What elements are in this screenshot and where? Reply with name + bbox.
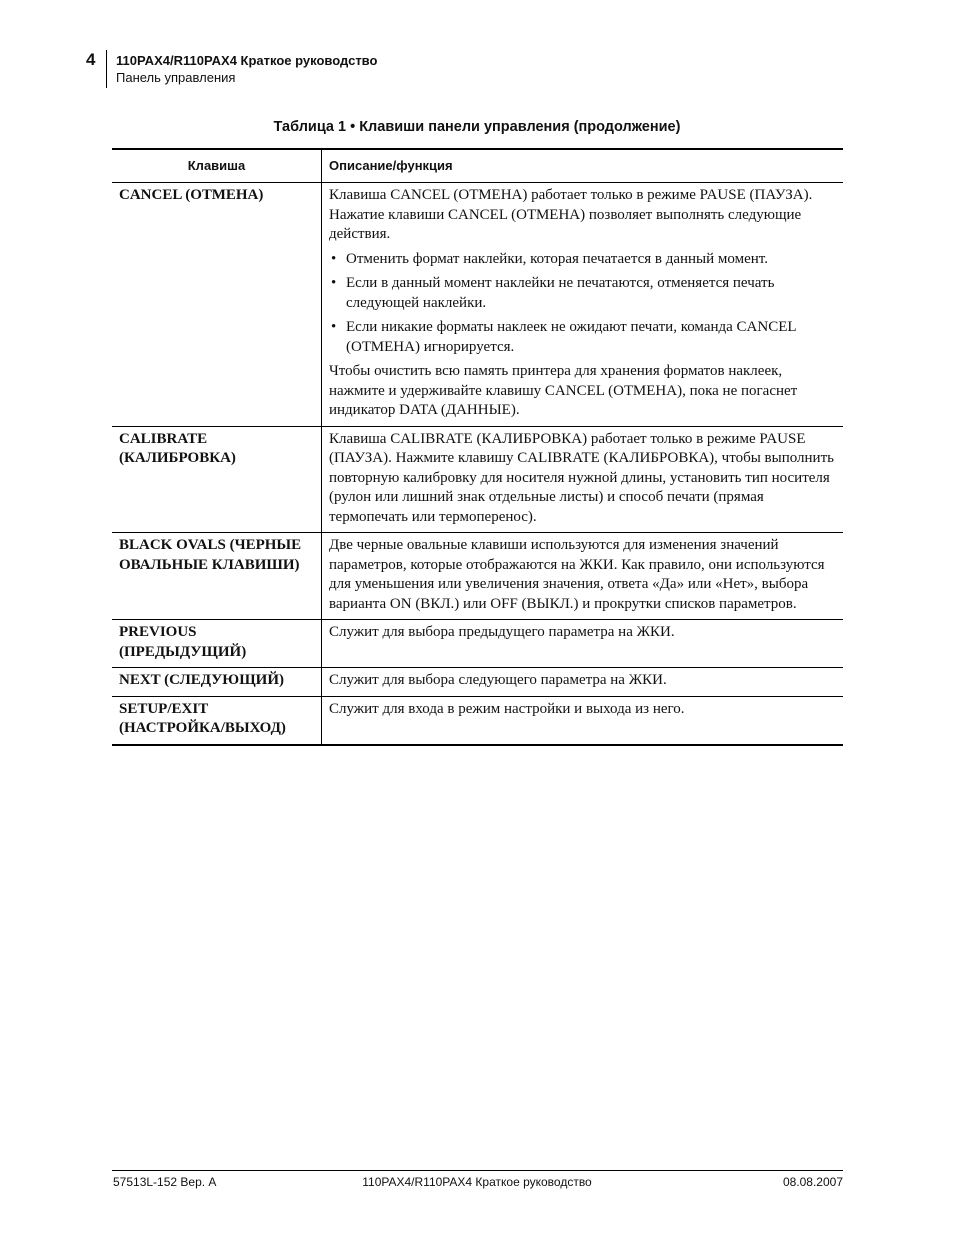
list-item: • Отменить формат наклейки, которая печатается в данный момент. bbox=[329, 250, 836, 270]
list-item: • Если никакие форматы наклеек не ожидают печати, команда CANCEL (ОТМЕНА) игнорируется. bbox=[329, 318, 836, 357]
key-description-previous bbox=[322, 620, 844, 668]
table-row bbox=[112, 668, 843, 697]
key-description-black-ovals bbox=[322, 533, 844, 620]
key-description-next bbox=[322, 668, 844, 697]
key-name-previous: PREVIOUS (ПРЕДЫДУЩИЙ) bbox=[112, 620, 322, 668]
key-description-calibrate bbox=[322, 426, 844, 533]
description-paragraph: Служит для выбора следующего параметра на ЖКИ. bbox=[329, 672, 667, 688]
key-name-cancel: CANCEL (ОТМЕНА) bbox=[112, 183, 322, 427]
table-row bbox=[112, 426, 843, 533]
table-header-row bbox=[112, 149, 843, 183]
key-description-setup-exit bbox=[322, 696, 844, 745]
page-number: 4 bbox=[86, 50, 96, 69]
document-title: 110PAX4/R110PAX4 Краткое руководство bbox=[116, 53, 378, 68]
table-row bbox=[112, 533, 843, 620]
footer-doc-number: 57513L-152 Вер. A bbox=[113, 1175, 217, 1189]
table-row bbox=[112, 620, 843, 668]
column-header-description: Описание/функция bbox=[322, 149, 844, 183]
column-header-key: Клавиша bbox=[112, 149, 322, 183]
footer-date: 08.08.2007 bbox=[782, 1175, 843, 1189]
running-header bbox=[116, 53, 377, 86]
description-paragraph: Клавиша CANCEL (ОТМЕНА) работает только в режиме PAUSE (ПАУЗА). Нажатие клавиши CANCEL (ОТМЕНА) позволяет выполнять следующие действия. bbox=[329, 187, 813, 242]
header-divider bbox=[106, 50, 107, 88]
key-name-setup-exit: SETUP/EXIT (НАСТРОЙКА/ВЫХОД) bbox=[112, 696, 322, 745]
key-description-cancel bbox=[322, 183, 844, 427]
description-paragraph: Клавиша CALIBRATE (КАЛИБРОВКА) работает только в режиме PAUSE (ПАУЗА). Нажмите клавишу CALIBRATE (КАЛИБРОВКА), чтобы выполнить повторную калибровку для носителя нужной длины, установить тип носителя (рулон или лишний знак отдельные листы) и способ печати (прямая термопечать или термоперенос). bbox=[329, 430, 834, 525]
table-caption: Таблица 1 • Клавиши панели управления (продолжение) bbox=[273, 119, 681, 135]
bullet-list bbox=[329, 250, 836, 358]
section-title: Панель управления bbox=[116, 70, 236, 85]
key-name-black-ovals: BLACK OVALS (ЧЕРНЫЕ ОВАЛЬНЫЕ КЛАВИШИ) bbox=[112, 533, 322, 620]
description-paragraph: Служит для выбора предыдущего параметра на ЖКИ. bbox=[329, 624, 675, 640]
description-paragraph: Служит для входа в режим настройки и выхода из него. bbox=[329, 700, 685, 717]
key-name-calibrate: CALIBRATE (КАЛИБРОВКА) bbox=[112, 426, 322, 533]
footer-doc-title: 110PAX4/R110PAX4 Краткое руководство bbox=[362, 1175, 592, 1189]
description-paragraph: Две черные овальные клавиши используются для изменения значений параметров, которые отображаются на ЖКИ. Как правило, они используются для уменьшения или увеличения значения, ответа «Да» или «Нет», выбора варианта ON (ВКЛ.) или OFF (ВЫКЛ.) и прокрутки списков параметров. bbox=[329, 537, 825, 612]
footer-divider bbox=[112, 1170, 843, 1171]
control-keys-table bbox=[112, 148, 843, 746]
table-row bbox=[112, 183, 843, 427]
list-item: • Если в данный момент наклейки не печатаются, отменяется печать следующей наклейки. bbox=[329, 274, 836, 313]
key-name-next: NEXT (СЛЕДУЮЩИЙ) bbox=[112, 668, 322, 697]
description-paragraph: Чтобы очистить всю память принтера для хранения форматов наклеек, нажмите и удерживайте клавишу CANCEL (ОТМЕНА), пока не погаснет индикатор DATA (ДАННЫЕ). bbox=[329, 363, 798, 418]
table-row bbox=[112, 696, 843, 745]
